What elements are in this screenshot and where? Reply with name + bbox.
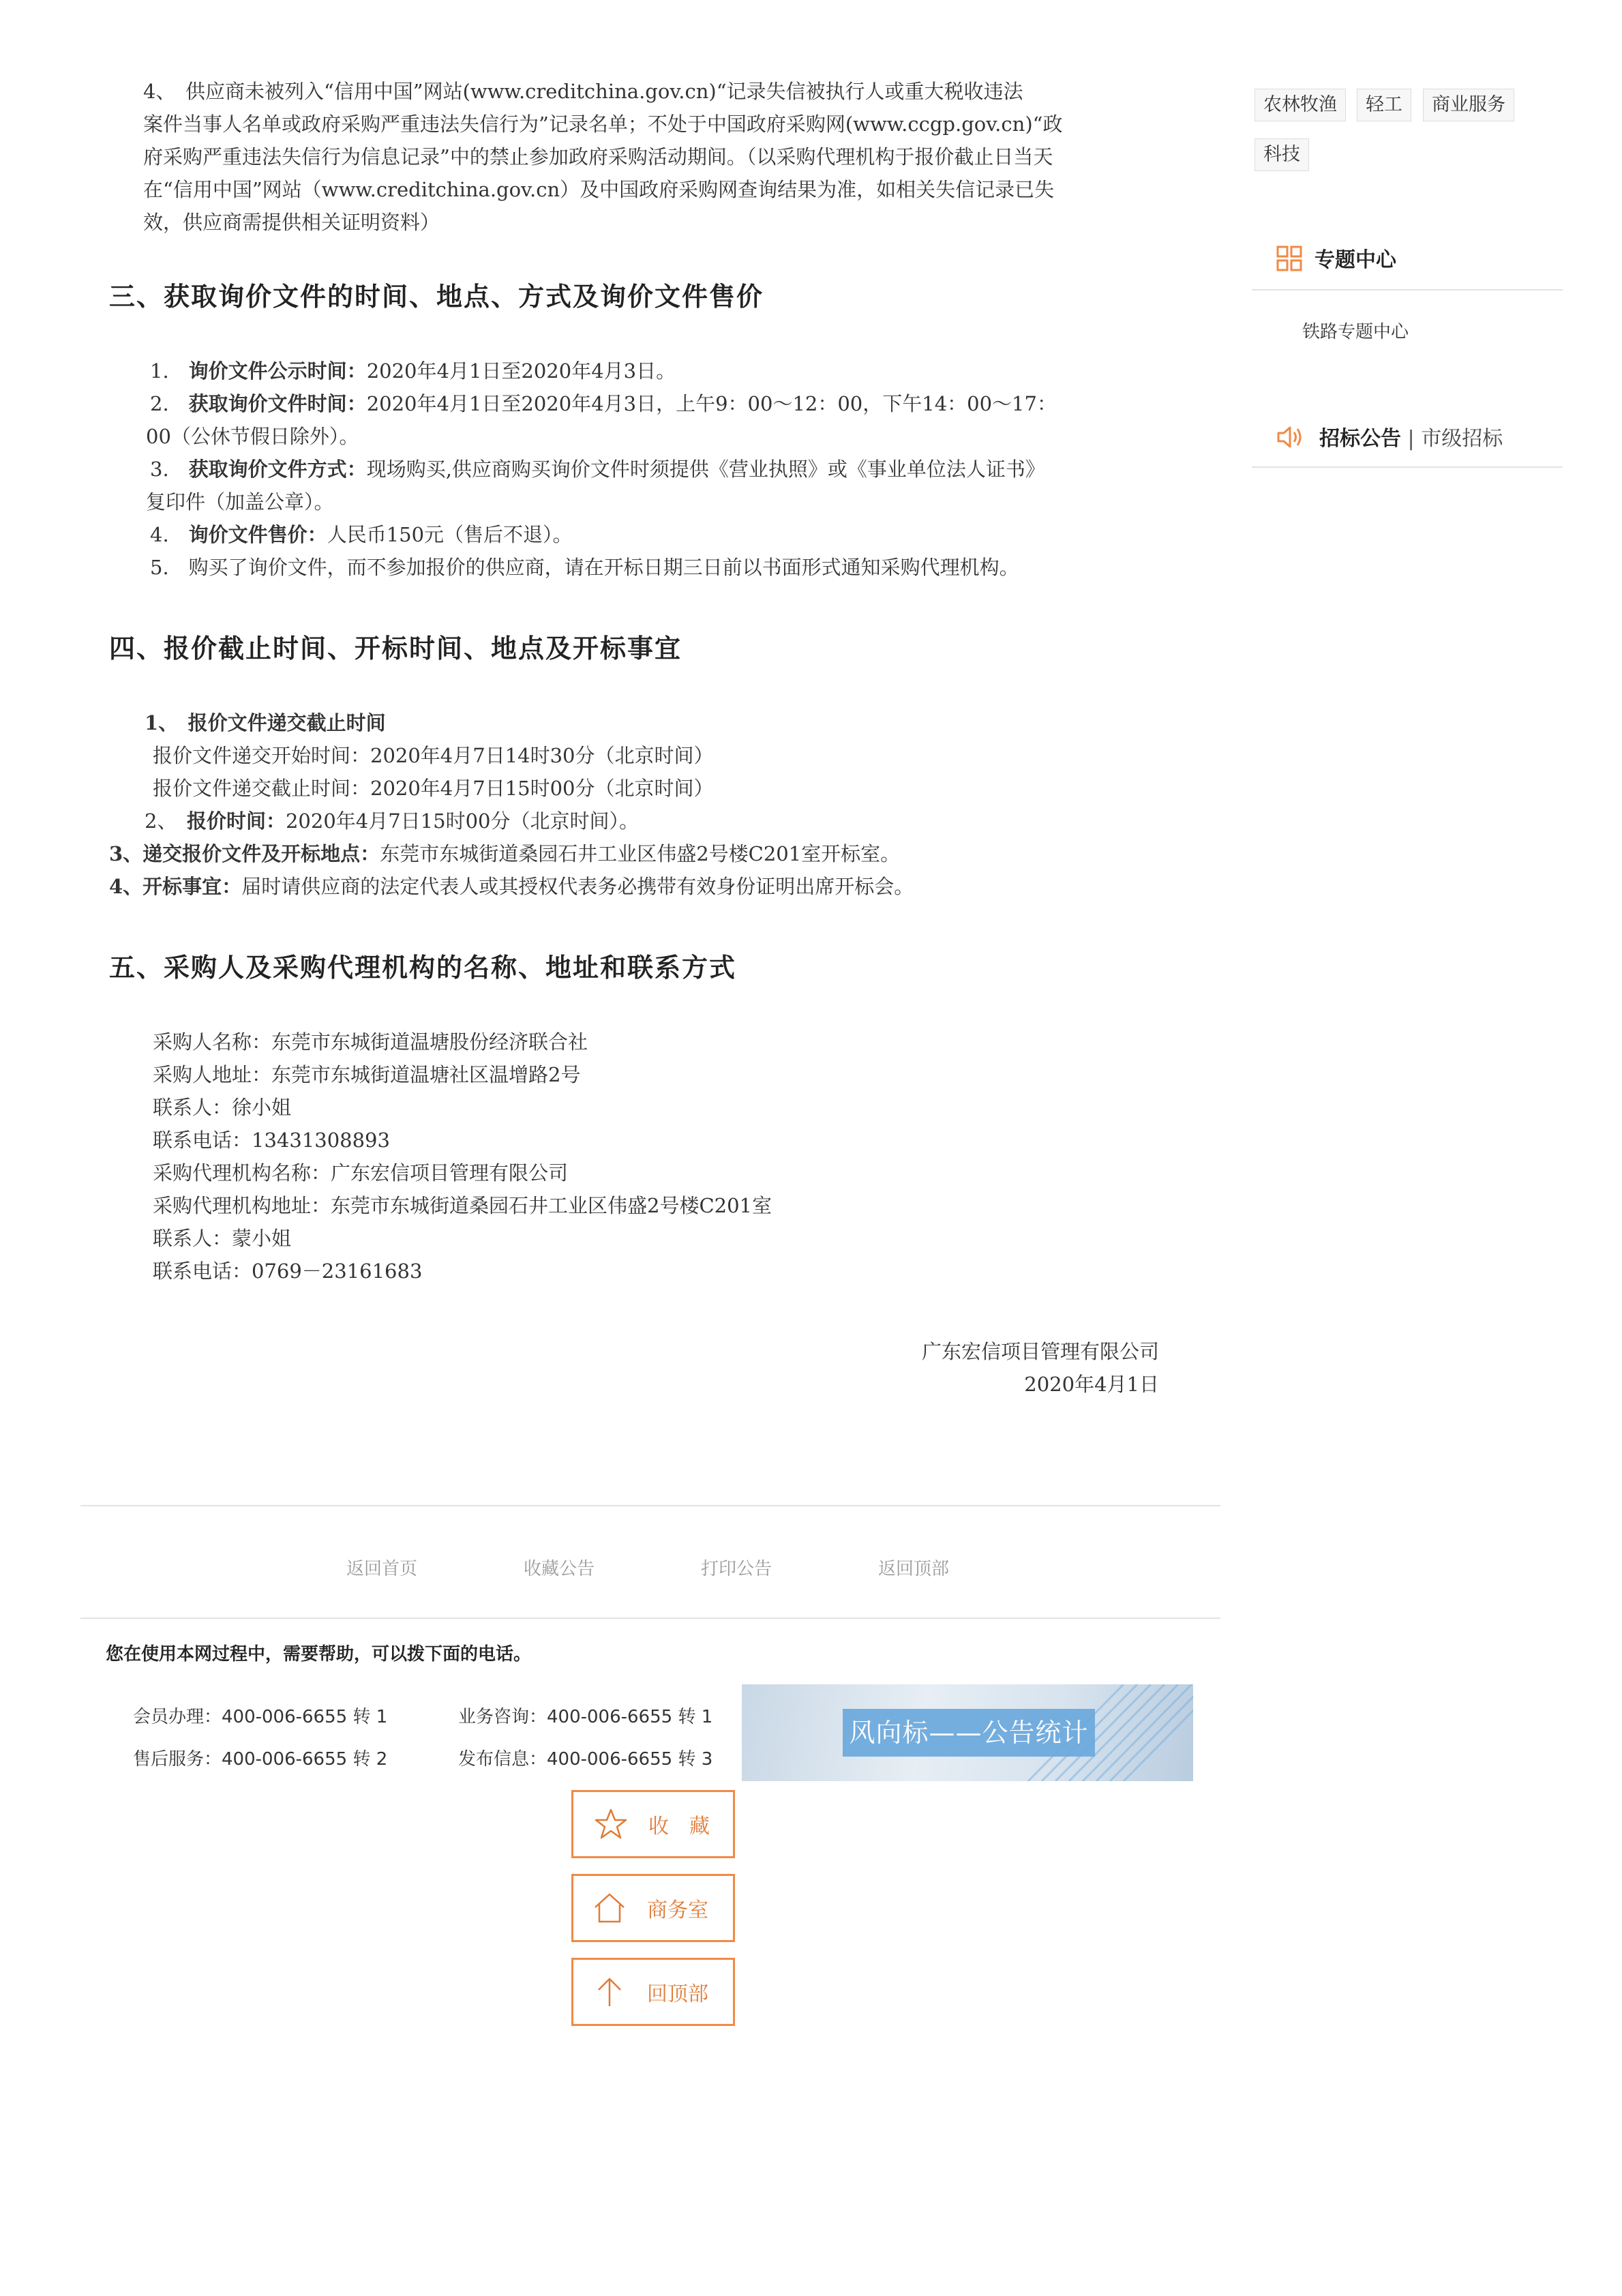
text-line: 4、 供应商未被列入“信用中国”网站(www.creditchina.gov.cn)“记录失信被执行人或重大税收违法 [143, 80, 1023, 103]
section-3-list [146, 355, 1186, 584]
divider [1252, 466, 1563, 468]
back-to-top-button[interactable] [571, 1958, 735, 2026]
topic-item-railway[interactable]: 铁路专题中心 [1302, 322, 1409, 342]
phone-after-sales: 售后服务：400-006-6655 转 2 [133, 1749, 388, 1770]
back-to-top-label: 回顶部 [647, 1982, 708, 2006]
industry-tag[interactable]: 轻工 [1357, 89, 1411, 121]
bid-place: 3、递交报价文件及开标地点：东莞市东城街道桑园石井工业区伟盛2号楼C201室开标室。 [109, 842, 901, 865]
business-room-button[interactable] [571, 1874, 735, 1942]
notice-header [1319, 421, 1503, 451]
contact-line: 采购代理机构名称：广东宏信项目管理有限公司 [153, 1161, 569, 1184]
bid-time: 2、 报价时间：2020年4月7日15时00分（北京时间）。 [145, 809, 639, 833]
divider [80, 1617, 1220, 1619]
favorite-notice-link[interactable]: 收藏公告 [524, 1559, 595, 1579]
signature [109, 1335, 1186, 1401]
text-line: 府采购严重违法失信行为信息记录”中的禁止参加政府采购活动期间。（以采购代理机构于报价截止日当天 [143, 145, 1053, 168]
contact-line: 采购代理机构地址：东莞市东城街道桑园石井工业区伟盛2号楼C201室 [153, 1194, 772, 1217]
business-room-label: 商务室 [647, 1898, 708, 1922]
back-home-link[interactable]: 返回首页 [346, 1559, 418, 1579]
industry-tag[interactable]: 科技 [1255, 138, 1309, 171]
contact-line: 采购人名称：东莞市东城街道温塘股份经济联合社 [153, 1030, 588, 1054]
industry-tag[interactable]: 农林牧渔 [1255, 89, 1346, 121]
contact-line: 联系人：蒙小姐 [153, 1227, 292, 1250]
home-icon [592, 1891, 627, 1925]
section-4-list [109, 706, 1186, 903]
contact-info [153, 1026, 1186, 1287]
text-line: 在“信用中国”网站（www.creditchina.gov.cn）及中国政府采购网查询结果为准，如相关失信记录已失 [143, 178, 1055, 201]
signature-date: 2020年4月1日 [1024, 1373, 1159, 1396]
phone-membership: 会员办理：400-006-6655 转 1 [133, 1707, 388, 1727]
help-title: 您在使用本网过程中，需要帮助，可以拨下面的电话。 [106, 1644, 532, 1665]
print-notice-link[interactable]: 打印公告 [701, 1559, 772, 1579]
contact-line: 联系人：徐小姐 [153, 1096, 292, 1119]
end-time: 报价文件递交截止时间：2020年4月7日15时00分（北京时间） [153, 777, 714, 800]
grid-icon [1276, 245, 1302, 271]
notice-title: 招标公告 [1319, 427, 1401, 451]
list-item-cont: 00（公休节假日除外）。 [146, 425, 359, 448]
qualification-item-4 [143, 75, 1186, 239]
list-item: 3. 获取询价文件方式：现场购买,供应商购买询价文件时须提供《营业执照》或《事业单位法人证书》 [150, 458, 1045, 481]
list-item: 1. 询价文件公示时间：2020年4月1日至2020年4月3日。 [150, 359, 676, 383]
notice-subtitle[interactable]: 市级招标 [1421, 427, 1503, 451]
bid-matters: 4、开标事宜：届时请供应商的法定代表人或其授权代表务必携带有效身份证明出席开标会。 [109, 875, 914, 898]
signature-company: 广东宏信项目管理有限公司 [921, 1340, 1159, 1363]
favorite-label: 收 藏 [648, 1815, 710, 1838]
industry-tag[interactable]: 商业服务 [1423, 89, 1514, 121]
start-time: 报价文件递交开始时间：2020年4月7日14时30分（北京时间） [153, 744, 714, 767]
divider [80, 1505, 1220, 1506]
favorite-button[interactable] [571, 1790, 735, 1858]
back-top-link[interactable]: 返回顶部 [878, 1559, 950, 1579]
phone-consulting: 业务咨询：400-006-6655 转 1 [458, 1707, 713, 1727]
divider [1252, 289, 1563, 290]
arrow-up-icon [592, 1975, 627, 2009]
section-5-heading: 五、采购人及采购代理机构的名称、地址和联系方式 [109, 952, 737, 983]
contact-line: 联系电话：13431308893 [153, 1129, 390, 1152]
notice-separator: | [1407, 427, 1422, 451]
banner-label: 风向标——公告统计 [849, 1718, 1089, 1748]
star-icon [594, 1807, 628, 1841]
text-line: 效，供应商需提供相关证明资料） [143, 211, 440, 234]
list-item: 5. 购买了询价文件，而不参加报价的供应商，请在开标日期三日前以书面形式通知采购代理机构。 [150, 556, 1019, 579]
topic-center-title: 专题中心 [1315, 248, 1396, 272]
list-item: 4. 询价文件售价：人民币150元（售后不退）。 [150, 523, 573, 546]
section-4-heading: 四、报价截止时间、开标时间、地点及开标事宜 [109, 633, 682, 664]
deadline-title: 1、 报价文件递交截止时间 [145, 711, 386, 734]
section-3-heading: 三、获取询价文件的时间、地点、方式及询价文件售价 [109, 281, 764, 312]
speaker-icon [1276, 426, 1304, 449]
phone-publish: 发布信息：400-006-6655 转 3 [458, 1749, 713, 1770]
list-item-cont: 复印件（加盖公章）。 [146, 490, 334, 513]
text-line: 案件当事人名单或政府采购严重违法失信行为”记录名单；不处于中国政府采购网(www.ccgp.gov.cn)“政 [143, 113, 1063, 136]
contact-line: 联系电话：0769－23161683 [153, 1259, 423, 1283]
list-item: 2. 获取询价文件时间：2020年4月1日至2020年4月3日，上午9：00～12：00，下午14：00～17： [150, 392, 1057, 415]
announcement-body [109, 75, 1186, 1401]
contact-line: 采购人地址：东莞市东城街道温塘社区温增路2号 [153, 1063, 581, 1086]
statistics-banner[interactable] [742, 1684, 1193, 1781]
